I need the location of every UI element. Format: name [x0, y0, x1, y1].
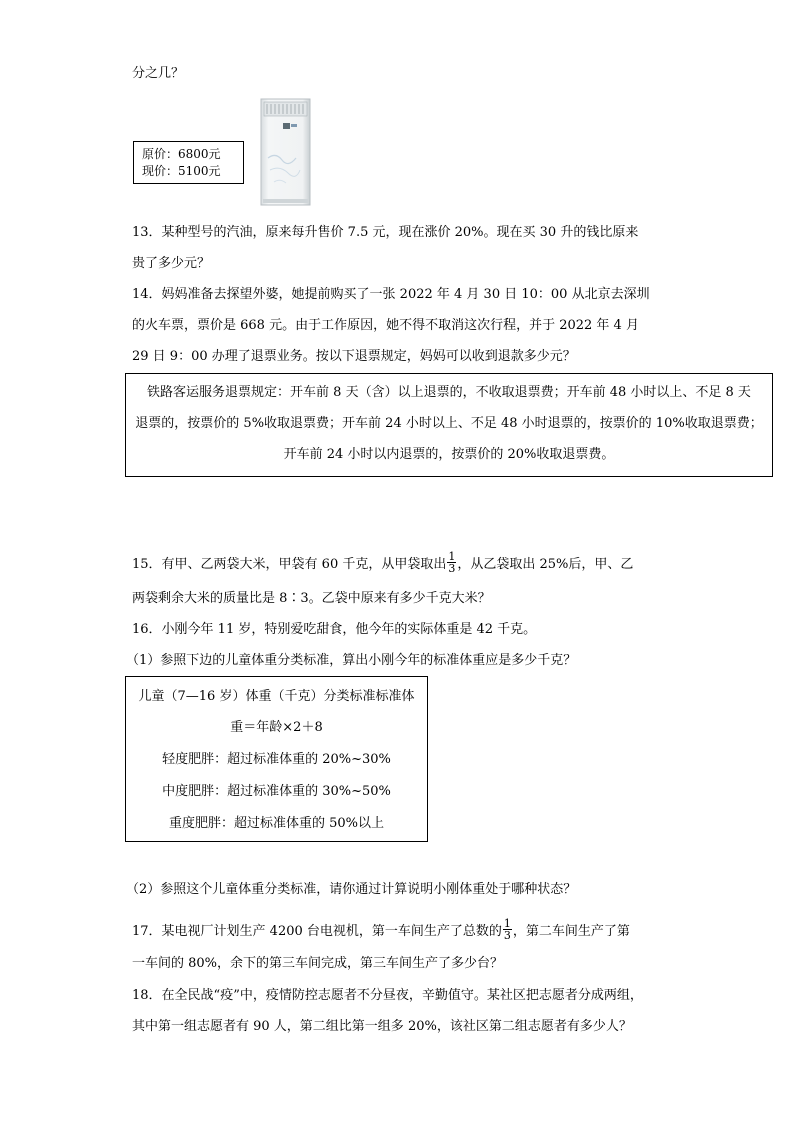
price-box [133, 141, 244, 184]
q14-line3: 29 日 9：00 办理了退票业务。按以下退票规定，妈妈可以收到退款多少元？ [132, 349, 576, 364]
fraction-numerator: 1 [503, 917, 511, 930]
fraction-denominator: 3 [503, 929, 511, 942]
refund-rule-line2: 退票的，按票价的 5%收取退票费；开车前 24 小时以上、不足 48 小时退票的，按票价的 10%收取退票费； [135, 416, 763, 431]
q13-line2: 贵了多少元？ [132, 256, 211, 271]
q14-line2: 的火车票，票价是 668 元。由于工作原因，她不得不取消这次行程，并于 2022 年 4 月 [132, 318, 639, 333]
fraction-denominator: 3 [448, 562, 456, 575]
q15-text-b: ，从乙袋取出 25%后，甲、乙 [457, 557, 634, 572]
refund-rules-box [125, 373, 773, 477]
weight-standard-line1: 儿童（7—16 岁）体重（千克）分类标准标准体 [138, 689, 415, 704]
q18-line1: 18．在全民战“疫”中，疫情防控志愿者不分昼夜，辛勤值守。某社区把志愿者分成两组， [132, 988, 643, 1003]
air-conditioner-image [260, 98, 311, 206]
q17-text-a: 17．某电视厂计划生产 4200 台电视机，第一车间生产了总数的 [132, 924, 502, 939]
q15-line1 [132, 550, 634, 576]
current-price: 现价：5100元 [142, 164, 221, 178]
original-price: 原价：6800元 [142, 147, 221, 161]
refund-rule-line3: 开车前 24 小时以内退票的，按票价的 20%收取退票费。 [283, 447, 615, 462]
weight-standard-box [125, 676, 428, 842]
q15-line2: 两袋剩余大米的质量比是 8∶3。乙袋中原来有多少千克大米？ [132, 591, 491, 606]
q16-sub1: （1）参照下边的儿童体重分类标准，算出小刚今年的标准体重应是多少千克？ [126, 653, 577, 668]
q17-text-b: ，第二车间生产了第 [512, 924, 630, 939]
q17-line2: 一车间的 80%，余下的第三车间完成，第三车间生产了多少台？ [132, 956, 504, 971]
fraction-one-third [447, 551, 456, 574]
q15-text-a: 15．有甲、乙两袋大米，甲袋有 60 千克，从甲袋取出 [132, 557, 447, 572]
q13-line1: 13．某种型号的汽油，原来每升售价 7.5 元，现在涨价 20%。现在买 30 升的钱比原来 [132, 225, 639, 240]
q16-line1: 16．小刚今年 11 岁，特别爱吃甜食，他今年的实际体重是 42 千克。 [132, 622, 537, 637]
q16-sub2: （2）参照这个儿童体重分类标准，请你通过计算说明小刚体重处于哪种状态？ [126, 882, 577, 897]
moderate-obesity: 中度肥胖：超过标准体重的 30%~50% [162, 784, 391, 799]
q17-line1 [132, 917, 630, 943]
question-fragment: 分之几？ [132, 66, 185, 81]
severe-obesity: 重度肥胖：超过标准体重的 50%以上 [168, 816, 385, 831]
weight-standard-formula: 重＝年龄×2＋8 [230, 720, 323, 735]
fraction-one-third [503, 918, 512, 941]
fraction-numerator: 1 [448, 550, 456, 563]
q14-line1: 14．妈妈准备去探望外婆，她提前购买了一张 2022 年 4 月 30 日 10：00 从北京去深圳 [132, 287, 650, 302]
q18-line2: 其中第一组志愿者有 90 人，第二组比第一组多 20%，该社区第二组志愿者有多少人？ [132, 1019, 632, 1034]
refund-rule-line1: 铁路客运服务退票规定：开车前 8 天（含）以上退票的，不收取退票费；开车前 48 小时以上、不足 8 天 [147, 385, 751, 400]
mild-obesity: 轻度肥胖：超过标准体重的 20%~30% [162, 752, 391, 767]
